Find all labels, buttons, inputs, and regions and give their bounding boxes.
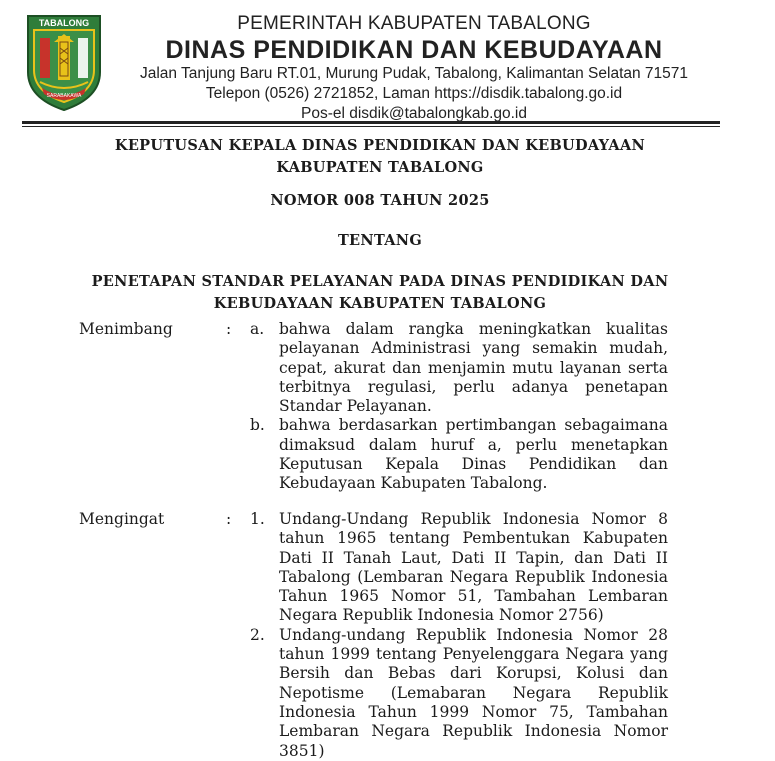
mengingat-label: Mengingat [79, 510, 165, 528]
menimbang-list [250, 320, 668, 494]
letterhead-rule-thick [22, 121, 720, 124]
email-info: Pos-el disdik@tabalongkab.go.id [301, 105, 527, 122]
mengingat-item [250, 510, 668, 626]
letterhead-rule-thin [22, 126, 720, 127]
logo-ribbon: SARABAKAWA [46, 93, 82, 99]
contact-info: Telepon (0526) 2721852, Laman https://disdik.tabalong.go.id [205, 85, 623, 102]
regency-logo [24, 12, 104, 112]
logo-text: TABALONG [38, 18, 90, 28]
department-name: DINAS PENDIDIKAN DAN KEBUDAYAAN [165, 36, 663, 64]
letterhead [108, 12, 720, 124]
decree-subject [40, 271, 720, 315]
decree-subject-line2: KEBUDAYAAN KABUPATEN TABALONG [213, 295, 547, 312]
decree-about: TENTANG [337, 232, 423, 249]
mengingat-list [250, 510, 668, 761]
menimbang-colon: : [226, 320, 232, 338]
decree-subject-line1: PENETAPAN STANDAR PELAYANAN PADA DINAS PENDIDIKAN DAN [91, 273, 669, 290]
decree-title-line2: KABUPATEN TABALONG [276, 159, 484, 176]
item-text: Undang-undang Republik Indonesia Nomor 28 tahun 1999 tentang Penyelenggara Negara yang Bersih dan Bebas dari Korupsi, Kolusi dan Nepotisme (Lemabaran Negara Republik Indonesia Tahun 1999 Nomor 75, Tambahan Lembaran Negara Republik Indonesia Nomor 3851) [279, 625, 668, 760]
item-marker: 1. [250, 510, 265, 528]
address: Jalan Tanjung Baru RT.01, Murung Pudak, Tabalong, Kalimantan Selatan 71571 [139, 65, 689, 82]
menimbang-item [250, 416, 668, 493]
item-text: Undang-Undang Republik Indonesia Nomor 8 tahun 1965 tentang Pembentukan Kabupaten Dati II Tanah Laut, Dati II Tapin, dan Dati II Tabalong (Lembaran Negara Republik Indonesia Tahun 1965 Nomor 51, Tambahan Lembaran Negara Republik Indonesia Nomor 2756) [279, 510, 668, 625]
mengingat-item [250, 626, 668, 761]
item-marker: a. [250, 320, 265, 338]
decree-number: NOMOR 008 TAHUN 2025 [270, 192, 490, 209]
item-marker: 2. [250, 625, 265, 644]
item-marker: b. [250, 416, 265, 435]
government-name: PEMERINTAH KABUPATEN TABALONG [237, 13, 591, 34]
menimbang-label: Menimbang [79, 320, 173, 338]
decree-title [40, 135, 720, 179]
decree-title-line1: KEPUTUSAN KEPALA DINAS PENDIDIKAN DAN KEBUDAYAAN [114, 137, 646, 154]
item-text: bahwa dalam rangka meningkatkan kualitas pelayanan Administrasi yang semakin mudah, cepat, akurat dan menjamin mutu layanan serta terbitnya regulasi, perlu adanya penetapan Standar Pelayanan. [279, 320, 668, 416]
menimbang-item [250, 320, 668, 416]
mengingat-colon: : [226, 510, 232, 528]
item-text: bahwa berdasarkan pertimbangan sebagaimana dimaksud dalam huruf a, perlu menetapkan Keputusan Kepala Dinas Pendidikan dan Kebudayaan Kabupaten Tabalong. [279, 416, 668, 493]
